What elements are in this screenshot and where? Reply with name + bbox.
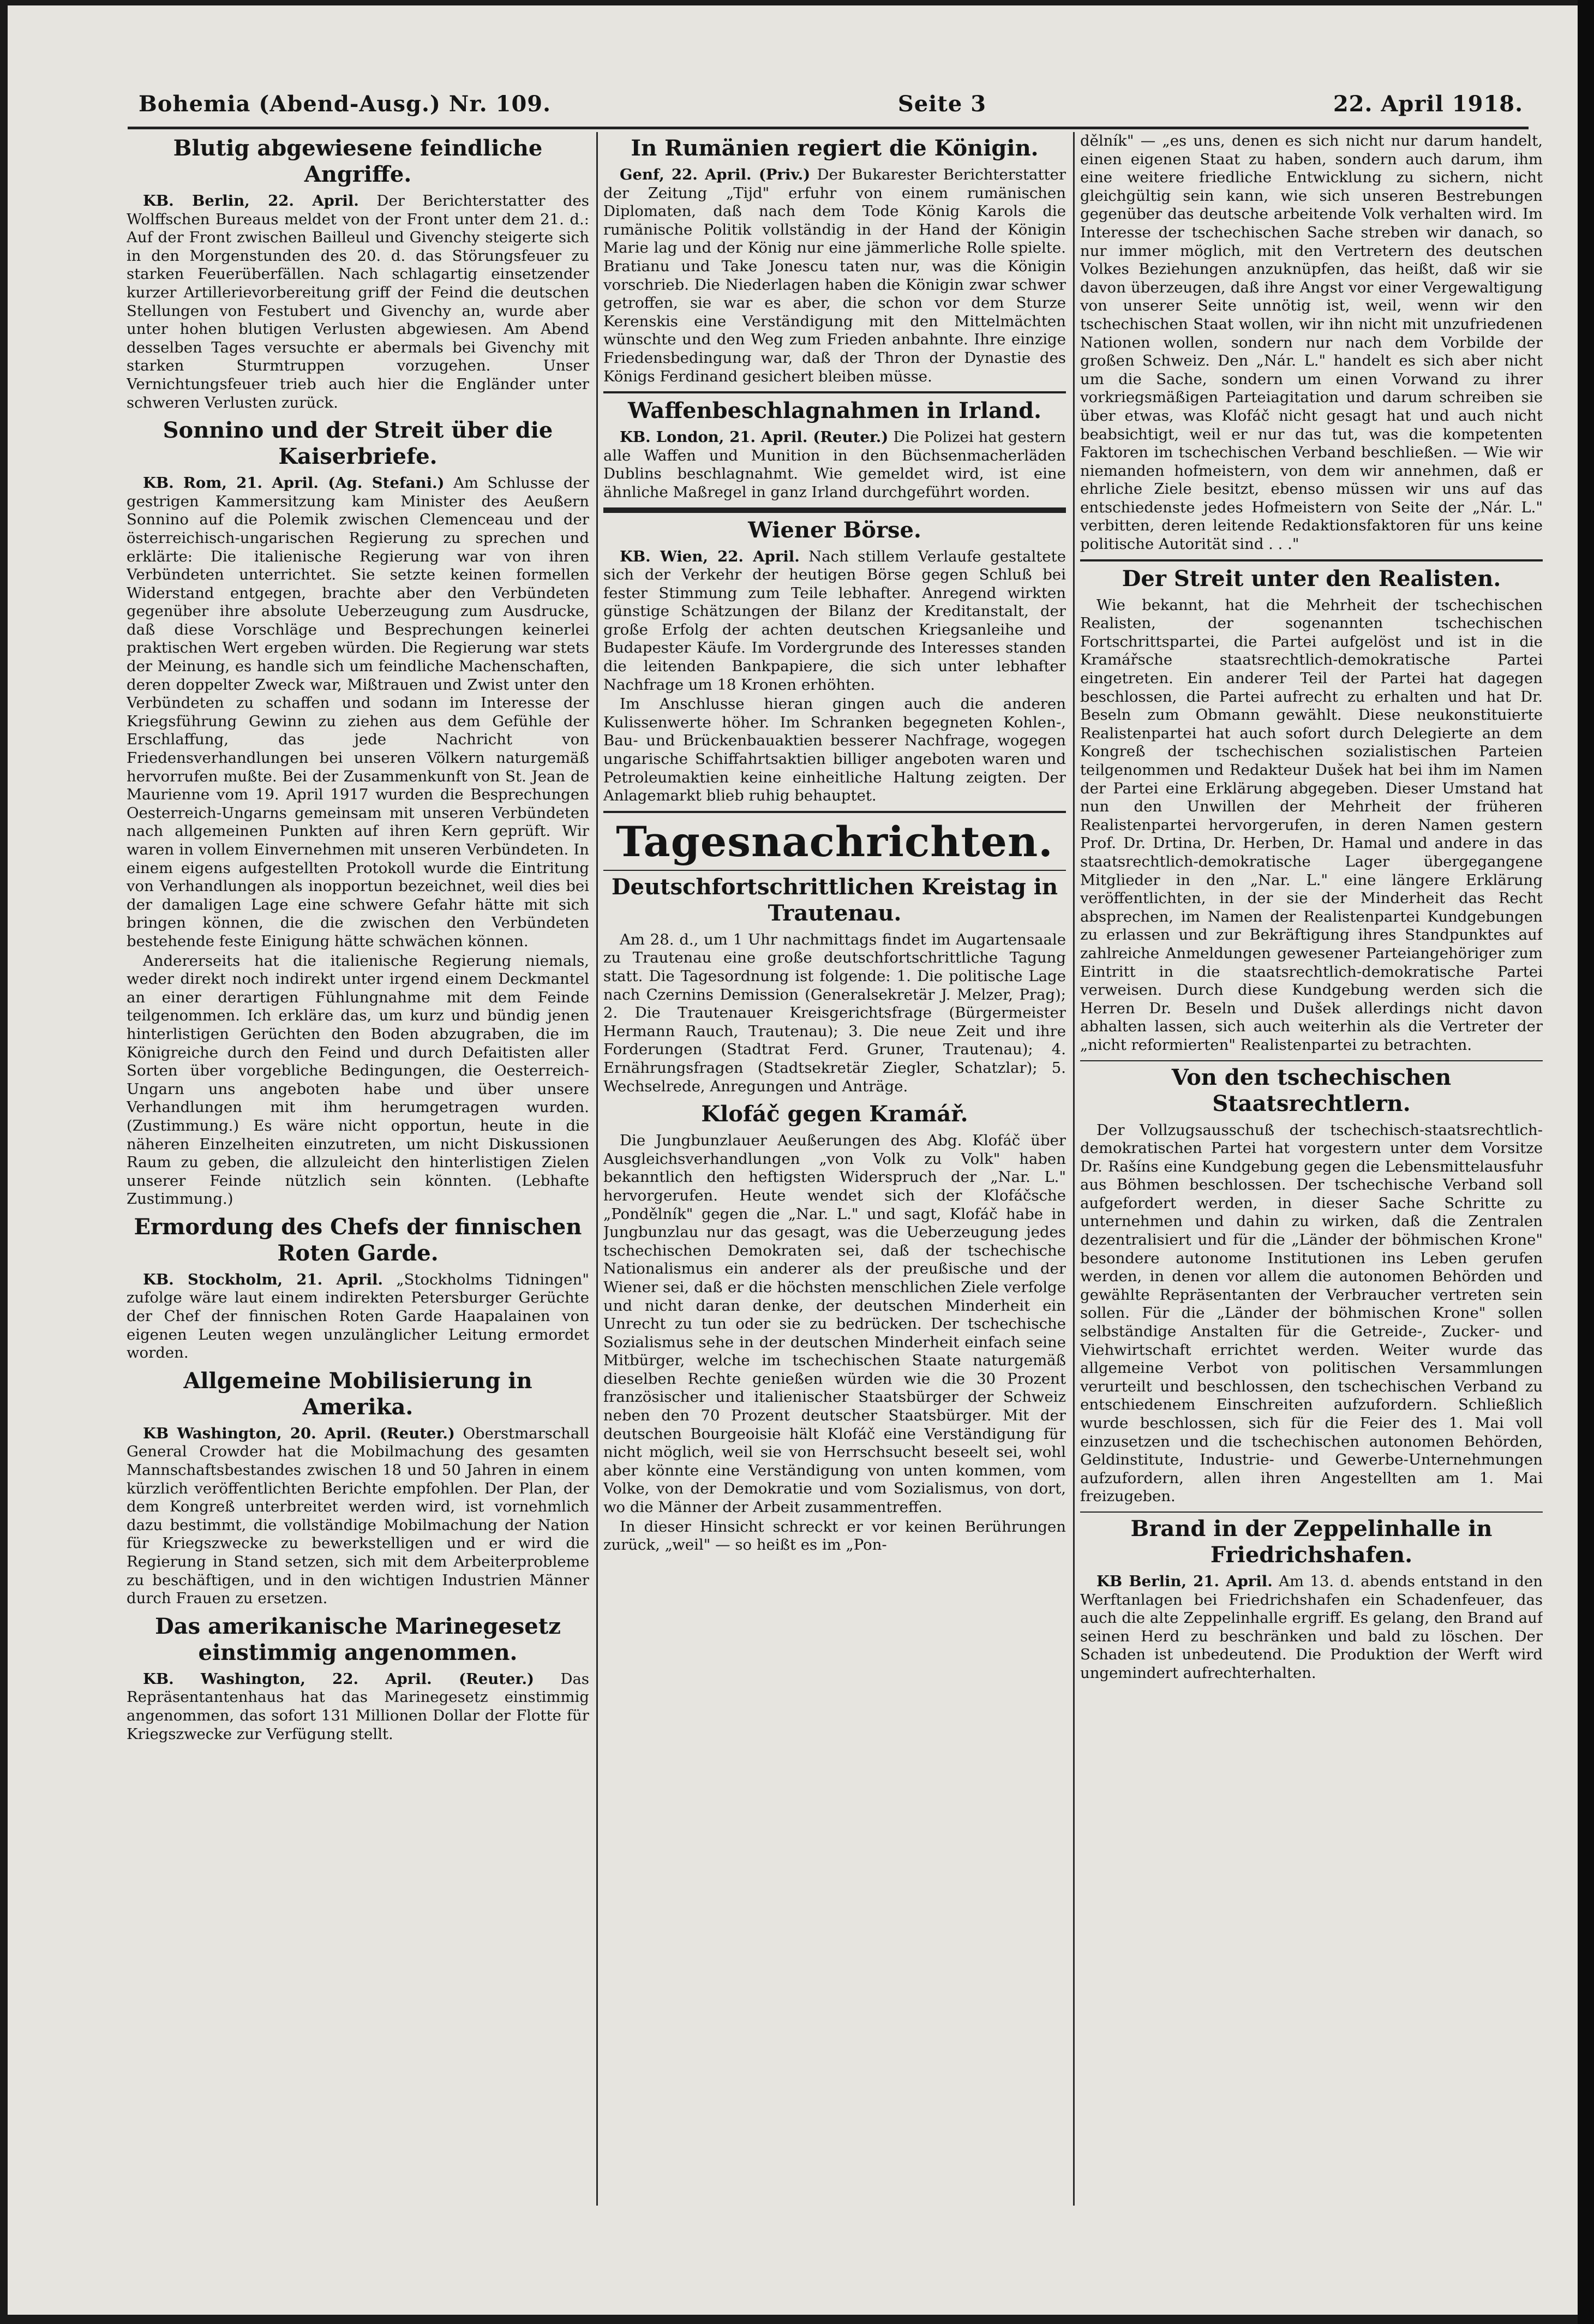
dateline: KB. London, 21. April. (Reuter.) bbox=[620, 428, 889, 446]
article-title: Das amerikanische Marinegesetz einstimmig angenommen. bbox=[155, 1613, 561, 1665]
article-naval-law bbox=[127, 1614, 589, 1743]
article-body: Die Jungbunzlauer Aeußerungen des Abg. Klofáč über Ausgleichsverhandlungen „von Volk zu Volk" haben bekanntlich den heftigsten Widerspruch der „Nar. L." hervorgerufen. Heute wendet sich der Klofáčsche „Pondělník" gegen die „Nar. L." und sagt, Klofáč habe in Jungbunzlau nur das gesagt, was die Ueberzeugung jedes tschechischen Demokraten sei, daß der tschechische Nationalismus ein anderer als der preußische und der Wiener sei, daß er die höchsten menschlichen Ziele verfolge und nicht daran denke, der deutschen Minderheit ein Unrecht zu tun oder sie zu bedrücken. Der tschechische Sozialismus sehe in der deutschen Minderheit einfach seine Mitbürger, welche im tschechischen Staate naturgemäß dieselben Rechte genießen würden wie die 30 Prozent französischer und italienischer Staatsbürger der Schweiz neben den 70 Prozent deutscher Staatsbürger. Mit der deutschen Bourgeoisie hält Klofáč eine Verständigung für nicht möglich, weil sie von Herrschsucht beseelt sei, wohl aber könnte eine Verständigung von unten kommen, vom Volke, von der Demokratie und vom Sozialismus, von dort, wo die Männer der Arbeit zusammentreffen. bbox=[603, 1132, 1066, 1516]
article-title: Allgemeine Mobilisierung in Amerika. bbox=[183, 1367, 532, 1420]
article-text: Oberstmarschall General Crowder hat die Mobilmachung des gesamten Mannschaftsbestandes zwischen 18 und 50 Jahren in einem kürzlich veröffentlichten Berichte empfohlen. Der Plan, der dem Kongreß unterbreitet werden wird, ist vornehmlich dazu bestimmt, die vollständige Mobilmachung der Nation für Kriegszwecke zu bewerkstelligen und er wird die Regierung in Stand setzen, sich mit dem Arbeiterprobleme zu beschäftigen, und in den wichtigen Industrien Männer durch Frauen zu ersetzen. bbox=[127, 1424, 589, 1608]
article-title: Deutschfortschrittlichen Kreistag in Trautenau. bbox=[611, 874, 1058, 926]
article-klofac-continued bbox=[1080, 132, 1543, 554]
dateline: KB. Berlin, 22. April. bbox=[143, 192, 359, 210]
article-paragraph: Andererseits hat die italienische Regierung niemals, weder direkt noch indirekt unter irgend einem Deckmantel an einer derartigen Fühlungnahme mit dem Feinde teilgenommen. Ich erkläre das, um kurz und bündig jenen hinterlistigen Gerüchten den Boden abzugraben, die im Königreiche durch den Feind und durch Defaitisten aller Sorten über vorgebliche Bedingungen, die Oesterreich-Ungarn uns angeboten habe und über unsere Verhandlungen mit ihm herumgetragen wurden. (Zustimmung.) Es wäre nicht opportun, heute in die näheren Einzelheiten einzutreten, um nicht Diskussionen Raum zu geben, die allzuleicht den hinterlistigen Zielen unserer Feinde nützlich sein könnten. (Lebhafte Zustimmung.) bbox=[127, 952, 589, 1208]
section-rule bbox=[1080, 559, 1543, 561]
article-title: Brand in der Zeppelinhalle in Friedrichshafen. bbox=[1130, 1515, 1493, 1568]
article-title: Wiener Börse. bbox=[748, 517, 921, 543]
dateline: KB. Rom, 21. April. (Ag. Stefani.) bbox=[143, 474, 445, 492]
newspaper-page bbox=[8, 5, 1578, 2315]
section-rule bbox=[603, 391, 1066, 393]
article-body bbox=[127, 1271, 589, 1363]
column-2 bbox=[603, 132, 1066, 2195]
article-realists bbox=[1080, 566, 1543, 1055]
article-text: Der Bukarester Berichterstatter der Zeitung „Tijd" erfuhr von einem rumänischen Diplomaten, daß nach dem Tode König Karols die rumänische Politik vollständig in der Hand der Königin Marie lag und der König nur eine jämmerliche Rolle spielte. Bratianu und Take Jonescu taten nur, was die Königin vorschrieb. Die Niederlagen haben die Königin zwar schwer getroffen, sie war es aber, die schon vor dem Sturze Kerenskis eine Verständigung mit den Mittelmächten wünschte und den Weg zum Frieden anbahnte. Ihre einzige Friedensbedingung war, daß der Thron der Dynastie des Königs Ferdinand gesichert bleiben müsse. bbox=[603, 166, 1066, 385]
article-text: Das Repräsentantenhaus hat das Marinegesetz einstimmig angenommen, das sofort 131 Millionen Dollar der Flotte für Kriegszwecke zur Verfügung stellt. bbox=[127, 1670, 589, 1743]
article-text: Nach stillem Verlaufe gestaltete sich der Verkehr der heutigen Börse gegen Schluß bei fester Stimmung zum Teile lebhafter. Anregend wirkten günstige Schätzungen der Bilanz der Kreditanstalt, der große Erfolg der achten deutschen Kriegsanleihe und Budapester Käufe. Im Vordergrunde des Interesses standen die leitenden Bankpapiere, die sich unter lebhafter Nachfrage um 18 Kronen erhöhten. bbox=[603, 547, 1066, 694]
header-date: 22. April 1918. bbox=[1333, 91, 1523, 117]
article-klofac-kramar bbox=[603, 1101, 1066, 1555]
article-body bbox=[603, 548, 1066, 695]
article-body bbox=[127, 1670, 589, 1743]
article-body bbox=[127, 1425, 589, 1608]
article-ireland-weapons bbox=[603, 398, 1066, 501]
section-heading: Tagesnachrichten. bbox=[616, 817, 1053, 866]
article-title: Der Streit unter den Realisten. bbox=[1122, 565, 1501, 592]
article-title: Von den tschechischen Staatsrechtlern. bbox=[1171, 1064, 1452, 1116]
article-trautenau bbox=[603, 874, 1066, 1096]
article-paragraph: Im Anschlusse hieran gingen auch die anderen Kulissenwerte höher. Im Schranken begegneten Kohlen-, Bau- und Brückenbauaktien besserer Nachfrage, wogegen ungarische Schiffahrtsaktien billiger angeboten waren und Petroleumaktien keine einheitliche Haltung zeigten. Der Anlagemarkt blieb ruhig behauptet. bbox=[603, 695, 1066, 805]
header-issue: Bohemia (Abend-Ausg.) Nr. 109. bbox=[139, 91, 552, 117]
article-text: Am 13. d. abends entstand in den Werftanlagen bei Friedrichshafen ein Schadenfeuer, das auch die alte Zeppelinhalle ergriff. Es gelang, den Brand auf seinen Herd zu beschränken und bald zu löschen. Der Schaden ist unbedeutend. Die Produktion der Werft wird ungemindert aufrechterhalten. bbox=[1080, 1572, 1543, 1682]
scan-edge bbox=[1578, 0, 1594, 2324]
article-title: Ermordung des Chefs der finnischen Roten Garde. bbox=[134, 1214, 582, 1266]
article-state-rights bbox=[1080, 1065, 1543, 1506]
article-body bbox=[127, 474, 589, 951]
section-rule-thin bbox=[1080, 1512, 1543, 1513]
article-body bbox=[603, 166, 1066, 386]
article-text: Die Polizei hat gestern alle Waffen und Munition in den Büchsenmacherläden Dublins beschlagnahmt. Wie gemeldet wird, ist eine ähnliche Maßregel in ganz Irland durchgeführt worden. bbox=[603, 428, 1066, 501]
section-rule bbox=[603, 811, 1066, 813]
header-page-number: Seite 3 bbox=[897, 91, 987, 117]
article-body bbox=[127, 192, 589, 412]
article-body bbox=[603, 428, 1066, 501]
section-rule-thin bbox=[1080, 1060, 1543, 1061]
article-body: Wie bekannt, hat die Mehrheit der tschechischen Realisten, der sogenannten tschechischen Fortschrittspartei, die Partei aufgelöst und ist in die Kramářsche staatsrechtlich-demokratische Partei eingetreten. Ein anderer Teil der Partei hat dagegen beschlossen, die Partei aufrecht zu erhalten und hat Dr. Beseln zum Obmann gewählt. Diese neukonstituierte Realistenpartei hat auch sofort durch Delegierte an dem Kongreß der tschechischen sozialistischen Parteien teilgenommen und Redakteur Dušek hat bei ihm im Namen der Partei eine Erklärung abgegeben. Dieser Umstand hat nun den Unwillen der Mehrheit der früheren Realistenpartei hervorgerufen, in deren Namen gestern Prof. Dr. Drtina, Dr. Herben, Dr. Hamal und andere in das staatsrechtlich-demokratische Lager übergegangene Mitglieder in den „Nar. L." eine längere Erklärung veröffentlichten, in der sie der Minderheit das Recht absprechen, im Namen der Realistenpartei Kundgebungen zu erlassen und zur Bekräftigung ihres Standpunktes auf zahlreiche Anmeldungen gewesener Parteiangehöriger zum Eintritt in die staatsrechtlich-demokratische Partei verweisen. Durch diese Kundgebung werden sich die Herren Dr. Beseln und Dušek allerdings nicht davon abhalten lassen, sich auch weiterhin als die Vertreter der „nicht reformierten" Realistenpartei zu betrachten. bbox=[1080, 596, 1543, 1054]
article-body: Am 28. d., um 1 Uhr nachmittags findet im Augartensaale zu Trautenau eine große deutschfortschrittliche Tagung statt. Die Tagesordnung ist folgende: 1. Die politische Lage nach Czernins Demission (Generalsekretär J. Melzer, Prag); 2. Die Trautenauer Kreisgerichtsfrage (Bürgermeister Hermann Rauch, Trautenau); 3. Die neue Zeit und ihre Forderungen (Stadtrat Ferd. Gruner, Trautenau); 4. Ernährungsfragen (Stadtsekretär Ziegler, Schatzlar); 5. Wechselrede, Anregungen und Anträge. bbox=[603, 930, 1066, 1095]
article-title: Sonnino und der Streit über die Kaiserbriefe. bbox=[163, 417, 553, 470]
column-divider-2 bbox=[1073, 132, 1075, 2206]
dateline: KB Washington, 20. April. (Reuter.) bbox=[143, 1424, 455, 1442]
page-header bbox=[139, 85, 1523, 123]
article-zeppelin-fire bbox=[1080, 1516, 1543, 1683]
column-divider-1 bbox=[596, 132, 598, 2206]
dateline: Genf, 22. April. (Priv.) bbox=[620, 166, 811, 183]
dateline: KB. Washington, 22. April. (Reuter.) bbox=[143, 1670, 535, 1688]
article-finnish-red-guard bbox=[127, 1214, 589, 1363]
dateline: KB. Wien, 22. April. bbox=[620, 547, 800, 565]
article-body bbox=[1080, 1573, 1543, 1683]
header-rule bbox=[128, 127, 1529, 129]
column-1 bbox=[127, 132, 589, 2195]
article-text: Am Schlusse der gestrigen Kammersitzung kam Minister des Aeußern Sonnino auf die Polemik zwischen Clemenceau und der österreichisch-ungarischen Regierung zu sprechen und erklärte: Die italienische Regierung war von ihren Verbündeten unterrichtet. Sie setzte keinen formellen Widerstand entgegen, brachte aber den Verbündeten gegenüber ihre absolute Ueberzeugung zum Ausdrucke, daß diese Vorschläge und Besprechungen keinerlei praktischen Wert ergeben würden. Die Regierung war stets der Meinung, es handle sich um feindliche Machenschaften, deren doppelter Zweck war, Mißtrauen und Zwist unter den Verbündeten zu schaffen und sodann im Interesse der Kriegsführung Gewinn zu ziehen aus dem Gefühle der Erschlaffung, das jede Nachricht von Friedensverhandlungen bei unseren Völkern naturgemäß hervorrufen mußte. Bei der Zusammenkunft von St. Jean de Maurienne vom 19. April 1917 wurden die Besprechungen Oesterreich-Ungarns gemeinsam mit unseren Verbündeten nach allgemeinen Punkten auf ihren Kern geprüft. Wir waren in vollem Einvernehmen mit unseren Verbündeten. In einem eigens aufgestellten Protokoll wurde die Eintritung von Verhandlungen als inopportun bezeichnet, weil dies bei der damaligen Lage eine schwere Gefahr hätte mit sich bringen können, die die zwischen den Verbündeten bestehende feste Einigung hätte schwächen können. bbox=[127, 474, 589, 950]
article-text: Der Berichterstatter des Wolffschen Bureaus meldet von der Front unter dem 21. d.: Auf der Front zwischen Bailleul und Givenchy steigerte sich in den Morgenstunden des 20. d. das Störungsfeuer zu starken Feuerüberfällen. Nach schlagartig einsetzender kurzer Artillerievorbereitung griff der Feind die deutschen Stellungen von Festubert und Givenchy an, wurde aber unter hohen blutigen Verlusten abgewiesen. Am Abend desselben Tages versuchte er abermals bei Givenchy mit starken Sturmtruppen vorzugehen. Unser Vernichtungsfeuer trieb auch hier die Engländer unter schweren Verlusten zurück. bbox=[127, 192, 589, 411]
article-title: In Rumänien regiert die Königin. bbox=[631, 135, 1039, 161]
article-title: Blutig abgewiesene feindliche Angriffe. bbox=[173, 135, 543, 187]
article-body: dělník" — „es uns, denen es sich nicht nur darum handelt, einen eigenen Staat zu haben, sondern auch darum, ihm eine weitere friedliche Entwicklung zu sichern, nicht gleichgültig sein kann, wie sich unseren Bestrebungen gegenüber das deutsche arbeitende Volk verhalten wird. Im Interesse der tschechischen Sache streben wir danach, so nur immer möglich, mit den Vertretern des deutschen Volkes Beziehungen anzuknüpfen, das heißt, daß wir sie davon überzeugen, daß ihre Angst vor einer Vergewaltigung von unserer Seite unnötig ist, weil, wenn wir den tschechischen Staat wollen, wir ihn nicht mit unzufriedenen Nationen wollen, sondern nur nach dem Vorbilde der großen Schweiz. Den „Nár. L." handelt es sich aber nicht um die Sache, sondern um einen Vorwand zu ihrer vorkriegsmäßigen Parteiagitation und darum schreiben sie über etwas, was Klofáč nicht gesagt hat und auch nicht beabsichtigt, weil er nur das tut, was die kompetenten Faktoren im tschechischen Verband beschließen. — Wie wir niemanden hofmeistern, von dem wir annehmen, daß er ehrliche Ziele besitzt, ebenso müssen wir uns auf das entschiedenste jedes Hofmeistern von Seite der „Nár. L." verbitten, deren leitende Redaktionsfaktoren für uns keine politische Autorität sind . . ." bbox=[1080, 132, 1543, 553]
section-rule-thin bbox=[603, 870, 1066, 871]
article-romania-queen bbox=[603, 135, 1066, 386]
article-repulsed-attacks bbox=[127, 135, 589, 412]
article-mobilization-america bbox=[127, 1368, 589, 1608]
section-rule-thick bbox=[603, 507, 1066, 513]
article-sonnino bbox=[127, 417, 589, 1209]
article-title: Waffenbeschlagnahmen in Irland. bbox=[627, 398, 1042, 424]
article-text: „Stockholms Tidningen" zufolge wäre laut einem indirekten Petersburger Gerüchte der Chef der finnischen Roten Garde Haapalainen von eigenen Leuten wegen unzulänglicher Leitung ermordet worden. bbox=[127, 1270, 589, 1362]
article-paragraph: In dieser Hinsicht schreckt er vor keinen Berührungen zurück, „weil" — so heißt es im „Pon- bbox=[603, 1518, 1066, 1554]
article-title: Klofáč gegen Kramář. bbox=[701, 1101, 968, 1127]
column-3 bbox=[1080, 132, 1543, 2195]
dateline: KB Berlin, 21. April. bbox=[1096, 1572, 1273, 1590]
article-vienna-exchange bbox=[603, 517, 1066, 805]
dateline: KB. Stockholm, 21. April. bbox=[143, 1270, 383, 1288]
article-body: Der Vollzugsausschuß der tschechisch-staatsrechtlich-demokratischen Partei hat vorgestern unter dem Vorsitze Dr. Rašíns eine Kundgebung gegen die Lebensmittelausfuhr aus Böhmen beschlossen. Der tschechische Verband soll aufgefordert werden, in dieser Sache Schritte zu unternehmen und dahin zu wirken, daß die Zentralen dezentralisiert und für die „Länder der böhmischen Krone" besondere autonome Institutionen ins Leben gerufen werden, in denen vor allem die autonomen Behörden und gewählte Repräsentanten der Verbraucher vertreten sein sollen. Für die „Länder der böhmischen Krone" sollen selbständige Anstalten für die Getreide-, Zucker- und Viehwirtschaft errichtet werden. Weiter wurde das allgemeine Verbot von politischen Versammlungen verurteilt und beschlossen, den tschechischen Verband zu entschiedenem Einschreiten aufzufordern. Schließlich wurde beschlossen, sich für die Feier des 1. Mai voll einzusetzen und die tschechischen autonomen Behörden, Geldinstitute, Industrie- und Gewerbe-Unternehmungen aufzufordern, allen ihren Angestellten am 1. Mai freizugeben. bbox=[1080, 1121, 1543, 1505]
